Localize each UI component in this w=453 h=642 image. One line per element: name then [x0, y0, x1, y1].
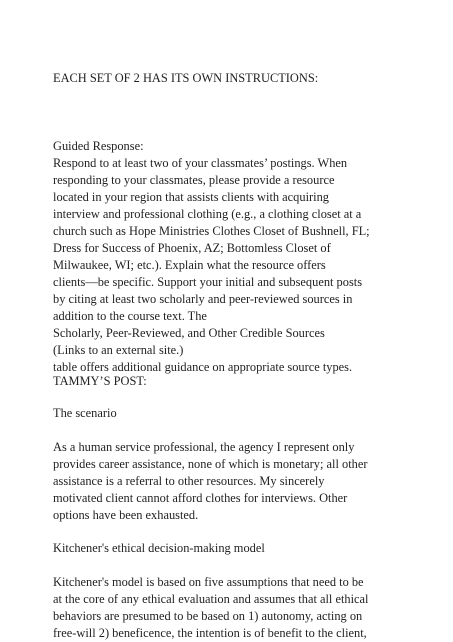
guided-response-line: clients—be specific. Support your initial and subsequent posts: [53, 275, 363, 289]
tammy-post-label: TAMMY’S POST:: [53, 374, 147, 388]
scenario-line: motivated client cannot afford clothes for interviews. Other: [53, 491, 348, 505]
guided-response-line: addition to the course text. The: [53, 309, 207, 323]
guided-response-line: Dress for Success of Phoenix, AZ; Bottomless Closet of: [53, 241, 331, 255]
guided-response-title: Guided Response:: [53, 139, 144, 153]
kitchener-line: behaviors are presumed to be based on 1) autonomy, acting on: [53, 609, 363, 623]
kitchener-section: [53, 574, 453, 642]
scenario-title-block: [53, 405, 453, 422]
scenario-line: assistance is a referral to other resources. My sincerely: [53, 474, 325, 488]
guided-response-line: church such as Hope Ministries Clothes Closet of Bushnell, FL;: [53, 224, 370, 238]
kitchener-title-block: [53, 540, 453, 557]
guided-response-line: Respond to at least two of your classmates’ postings. When: [53, 156, 348, 170]
kitchener-title: Kitchener's ethical decision-making model: [53, 541, 265, 555]
tammy-post-label-block: [53, 373, 453, 390]
guided-response-line: located in your region that assists clients with acquiring: [53, 190, 329, 204]
guided-response-section: [53, 138, 453, 376]
guided-response-line: responding to your classmates, please provide a resource: [53, 173, 335, 187]
external-link-note[interactable]: (Links to an external site.): [53, 343, 184, 357]
guided-response-line: table offers additional guidance on appropriate source types.: [53, 360, 353, 374]
scenario-title: The scenario: [53, 406, 117, 420]
guided-response-line: Milwaukee, WI; etc.). Explain what the resource offers: [53, 258, 326, 272]
sources-link-text[interactable]: Scholarly, Peer-Reviewed, and Other Credible Sources: [53, 326, 325, 340]
kitchener-line: Kitchener's model is based on five assumptions that need to be: [53, 575, 364, 589]
scenario-section: [53, 439, 453, 524]
scenario-line: options have been exhausted.: [53, 508, 199, 522]
guided-response-line: interview and professional clothing (e.g., a clothing closet at a: [53, 207, 362, 221]
kitchener-line: at the core of any ethical evaluation and assumes that all ethical: [53, 592, 369, 606]
instructions-heading: EACH SET OF 2 HAS ITS OWN INSTRUCTIONS:: [53, 71, 319, 85]
kitchener-line: free-will 2) beneficence, the intention is of benefit to the client,: [53, 626, 367, 640]
scenario-line: As a human service professional, the agency I represent only: [53, 440, 355, 454]
scenario-line: provides career assistance, none of which is monetary; all other: [53, 457, 368, 471]
guided-response-line: by citing at least two scholarly and peer-reviewed sources in: [53, 292, 353, 306]
